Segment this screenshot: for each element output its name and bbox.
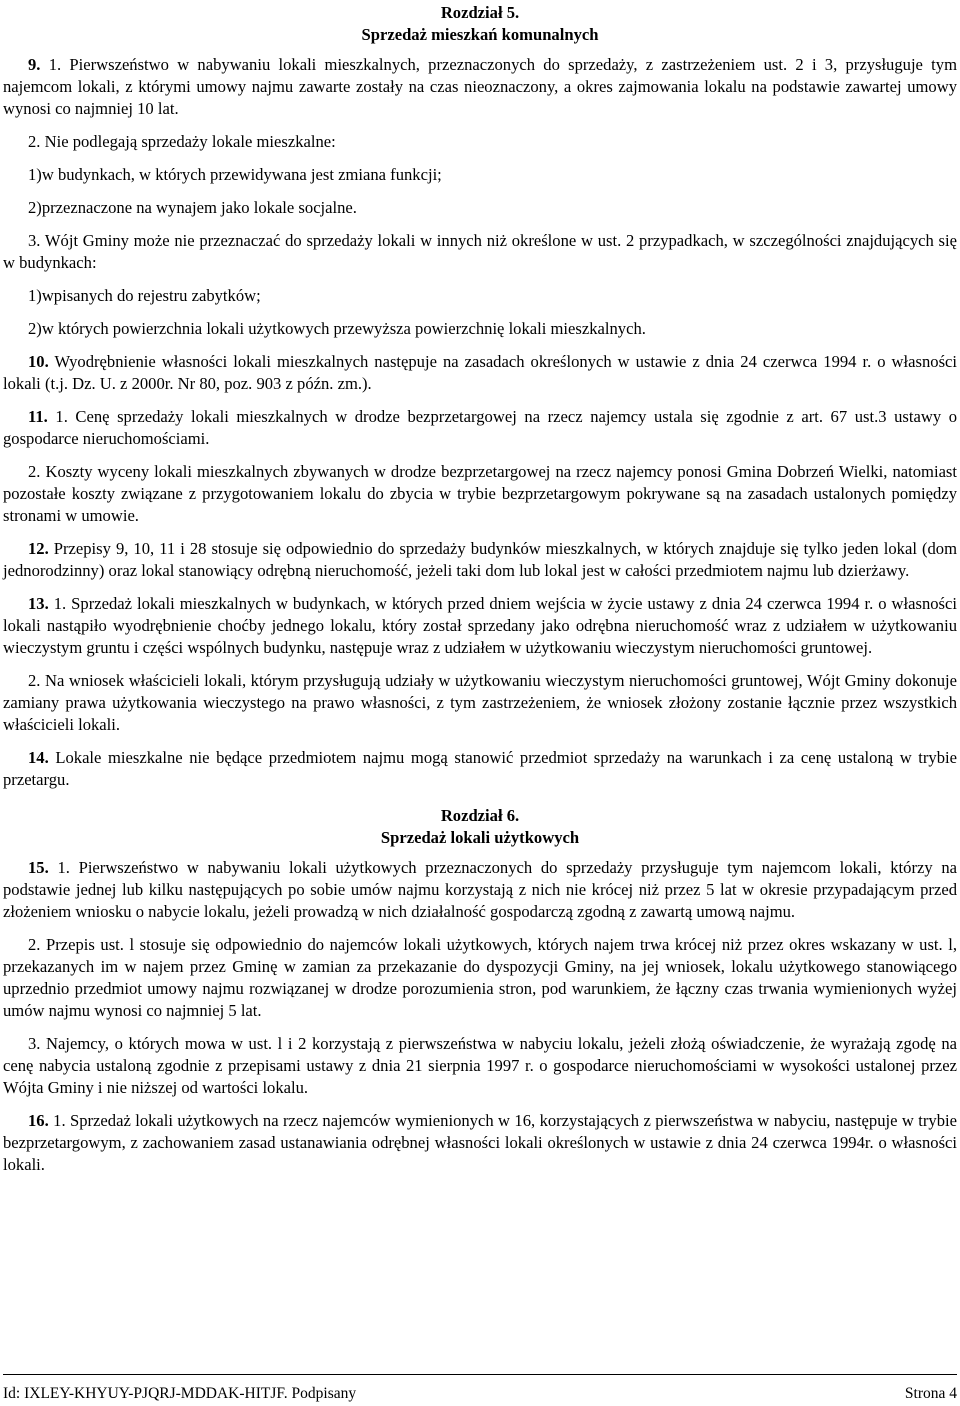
chapter-6-label: Rozdział 6. — [440, 806, 520, 825]
chapter-5-label: Rozdział 5. — [440, 3, 520, 22]
chapter-6-title: Sprzedaż lokali użytkowych — [380, 828, 580, 847]
section-number: 15. — [28, 858, 49, 877]
section-number: 16. — [28, 1111, 49, 1130]
section-16-paragraph-1: 16. 1. Sprzedaż lokali użytkowych na rzecz najemców wymienionych w 16, korzystających z pierwszeństwa w nabyciu, następuje w trybie bezprzetargowym, z zachowaniem zasad ustanawiania odrębnej własności lokali określonych w ustawie z dnia 24 czerwca 1994r. o własności lokali. — [3, 1111, 957, 1174]
section-11-paragraph-1: 11. 1. Cenę sprzedaży lokali mieszkalnych w drodze bezprzetargowej na rzecz najemcy ustala się zgodnie z art. 67 ust.3 ustawy o gospodarce nieruchomościami. — [3, 407, 957, 448]
page-footer — [3, 1374, 957, 1404]
list-item: 2)w których powierzchnia lokali użytkowych przewyższa powierzchnię lokali mieszkalnych. — [28, 319, 646, 338]
section-number: 11. — [28, 407, 48, 426]
section-15-paragraph-1: 15. 1. Pierwszeństwo w nabywaniu lokali użytkowych przeznaczonych do sprzedaży przysługuje tym najemcom lokali, którzy na podstawie jednej lub kilku następujących po sobie umów najmu korzystają z nich nie krócej niż przez 5 lat w okresie przypadającym przed złożeniem wniosku o nabycie lokalu, jeżeli prowadzą w nich działalność gospodarczą zgodną z zawartą umową najmu. — [3, 858, 957, 921]
chapter-5-title: Sprzedaż mieszkań komunalnych — [361, 25, 599, 44]
section-9-paragraph-2: 2. Nie podlegają sprzedaży lokale mieszkalne: — [28, 132, 336, 151]
section-9-paragraph-3: 3. Wójt Gminy może nie przeznaczać do sprzedaży lokali w innych niż określone w ust. 2 przypadkach, w szczególności znajdujących się w budynkach: — [3, 231, 957, 272]
section-11-paragraph-2: 2. Koszty wyceny lokali mieszkalnych zbywanych w drodze bezprzetargowej na rzecz najemcy ponosi Gmina Dobrzeń Wielki, natomiast pozostałe koszty związane z przygotowaniem lokalu do zbycia w trybie bezprzetargowym pokrywane są na zasadach ustalonych pomiędzy stronami w umowie. — [3, 462, 957, 525]
page-number: Strona 4 — [904, 1385, 957, 1402]
section-9-paragraph-1: 9. 1. Pierwszeństwo w nabywaniu lokali mieszkalnych, przeznaczonych do sprzedaży, z zastrzeżeniem ust. 2 i 3, przysługuje tym najemcom lokali, z którymi umowy najmu zawarte zostały na czas nieoznaczony, a okres zajmowania lokalu na podstawie zawartej umowy wynosi co najmniej 10 lat. — [3, 55, 957, 118]
section-15-paragraph-2: 2. Przepis ust. l stosuje się odpowiednio do najemców lokali użytkowych, których najem trwa krócej niż przez okres wskazany w ust. l, przekazanych im w najem przez Gminę w zamian za przekazanie do dyspozycji Gminy, na jej wniosek, lokalu użytkowego stanowiącego uprzednio przedmiot umowy najmu rozwiązanej w drodze porozumienia stron, pod warunkiem, że łączny czas trwania wymienionych wyżej umów najmu wynosi co najmniej 5 lat. — [3, 935, 957, 1020]
section-number: 14. — [28, 748, 49, 767]
section-12: 12. Przepisy 9, 10, 11 i 28 stosuje się odpowiednio do sprzedaży budynków mieszkalnych, w których znajduje się tylko jeden lokal (dom jednorodzinny) oraz lokal stanowiący odrębną nieruchomość, jeżeli taki dom lub lokal jest w całości przedmiotem najmu lub dzierżawy. — [3, 539, 957, 580]
section-number: 10. — [28, 352, 49, 371]
section-13-paragraph-2: 2. Na wniosek właścicieli lokali, którym przysługują udziały w użytkowaniu wieczystym nieruchomości gruntowej, Wójt Gminy dokonuje zamiany prawa użytkowania wieczystego na prawo własności, z tym zastrzeżeniem, że wniosek złożony zostanie łącznie przez wszystkich właścicieli lokali. — [3, 671, 957, 734]
section-13-paragraph-1: 13. 1. Sprzedaż lokali mieszkalnych w budynkach, w których przed dniem wejścia w życie ustawy z dnia 24 czerwca 1994 r. o własności lokali nastąpiło wyodrębnienie choćby jednego lokalu, który został sprzedany jako odrębna nieruchomość wraz z udziałem w użytkowaniu wieczystym gruntu i części wspólnych budynku, następuje wraz z udziałem w użytkowaniu wieczystym nieruchomości gruntowej. — [3, 594, 957, 657]
section-10: 10. Wyodrębnienie własności lokali mieszkalnych następuje na zasadach określonych w ustawie z dnia 24 czerwca 1994 r. o własności lokali (t.j. Dz. U. z 2000r. Nr 80, poz. 903 z późn. zm.). — [3, 352, 957, 393]
section-number: 9. — [28, 55, 41, 74]
section-number: 13. — [28, 594, 49, 613]
list-item: 1)w budynkach, w których przewidywana jest zmiana funkcji; — [28, 165, 442, 184]
section-15-paragraph-3: 3. Najemcy, o których mowa w ust. l i 2 korzystają z pierwszeństwa w nabyciu lokalu, jeżeli złożą oświadczenie, że wyrażają zgodę na cenę nabycia ustaloną zgodnie z przepisami ustawy z dnia 21 sierpnia 1997 r. o gospodarce nieruchomościami w wysokości ustalonej przez Wójta Gminy i nie niższej od wartości lokalu. — [3, 1034, 957, 1097]
section-number: 12. — [28, 539, 49, 558]
document-id: Id: IXLEY-KHYUY-PJQRJ-MDDAK-HITJF. Podpisany — [3, 1385, 357, 1402]
section-14: 14. Lokale mieszkalne nie będące przedmiotem najmu mogą stanowić przedmiot sprzedaży na warunkach i za cenę ustaloną w trybie przetargu. — [3, 748, 957, 789]
list-item: 1)wpisanych do rejestru zabytków; — [28, 286, 261, 305]
list-item: 2)przeznaczone na wynajem jako lokale socjalne. — [28, 198, 357, 217]
